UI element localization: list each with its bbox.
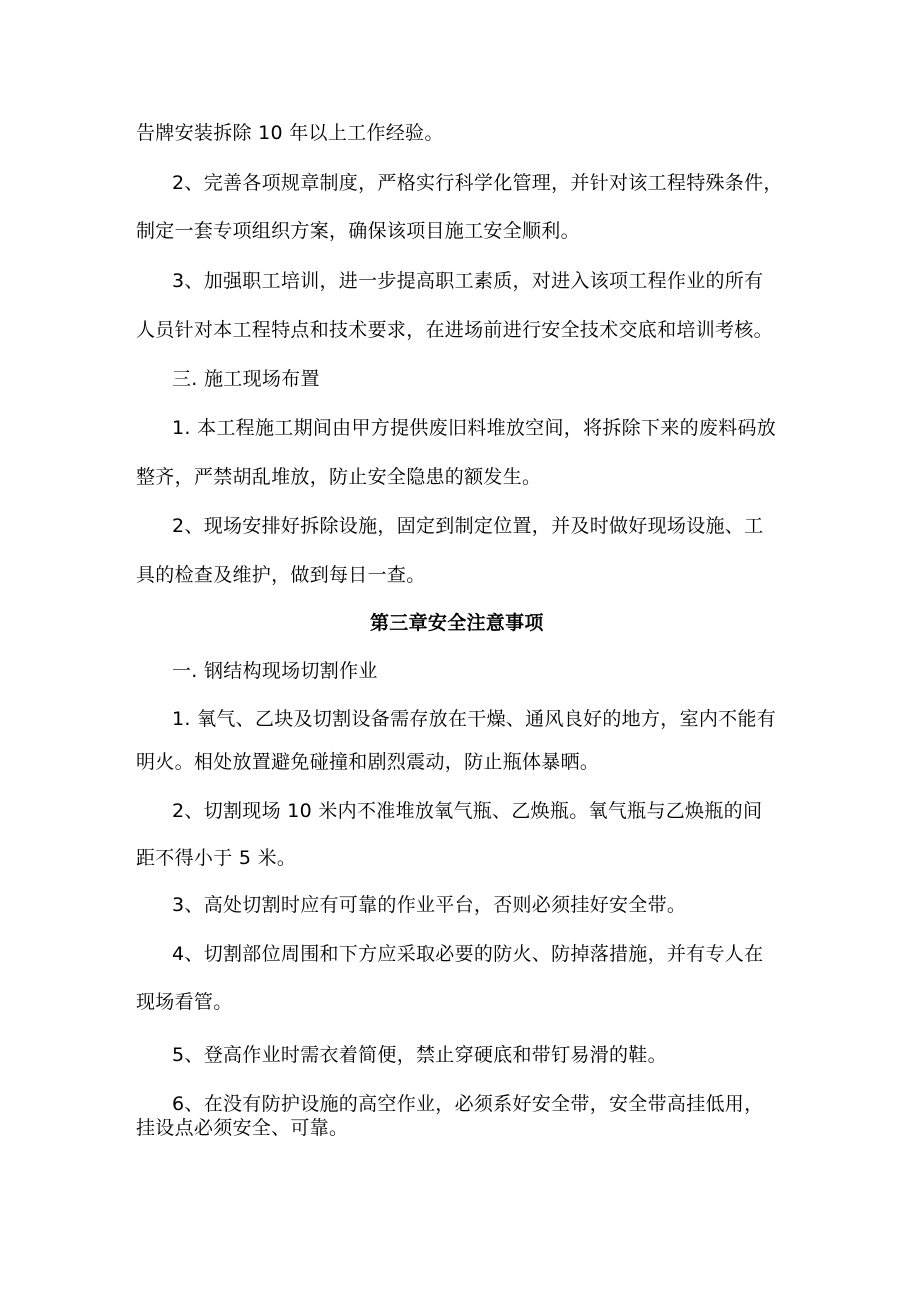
paragraph-line: 3、加强职工培训，进一步提高职工素质，对进入该项工程作业的所有 (172, 270, 764, 292)
paragraph-line: 制定一套专项组织方案，确保该项目施工安全顺利。 (136, 220, 580, 242)
paragraph-line: 2、现场安排好拆除设施，固定到制定位置，并及时做好现场设施、工 (172, 515, 764, 537)
paragraph-line: 1. 氧气、乙块及切割设备需存放在干燥、通风良好的地方，室内不能有 (172, 708, 777, 730)
paragraph-line: 挂设点必须安全、可靠。 (136, 1117, 349, 1139)
paragraph-line: 1. 本工程施工期间由甲方提供废旧料堆放空间，将拆除下来的废料码放 (172, 417, 777, 439)
paragraph-line: 整齐，严禁胡乱堆放，防止安全隐患的额发生。 (136, 466, 542, 488)
paragraph-line: 3、高处切割时应有可靠的作业平台，否则必须挂好安全带。 (172, 894, 687, 916)
paragraph-line: 2、完善各项规章制度，严格实行科学化管理，并针对该工程特殊条件， (172, 172, 783, 194)
paragraph-line: 现场看管。 (136, 991, 233, 1013)
paragraph-line: 告牌安装拆除 10 年以上工作经验。 (136, 122, 444, 144)
paragraph-line: 具的检查及维护，做到每日一查。 (136, 564, 426, 586)
section-heading: 三. 施工现场布置 (172, 368, 320, 390)
section-heading: 一. 钢结构现场切割作业 (172, 660, 378, 682)
paragraph-line: 5、登高作业时需衣着简便，禁止穿硬底和带钉易滑的鞋。 (172, 1044, 667, 1066)
paragraph-line: 明火。相处放置避免碰撞和剧烈震动，防止瓶体暴晒。 (136, 751, 600, 773)
chapter-title: 第三章安全注意事项 (370, 612, 544, 634)
paragraph-line: 4、切割部位周围和下方应采取必要的防火、防掉落措施，并有专人在 (172, 943, 764, 965)
paragraph-line: 6、在没有防护设施的高空作业，必须系好安全带，安全带高挂低用， (172, 1093, 764, 1115)
paragraph-line: 2、切割现场 10 米内不准堆放氧气瓶、乙焕瓶。氧气瓶与乙焕瓶的间 (172, 800, 763, 822)
paragraph-line: 距不得小于 5 米。 (136, 847, 297, 869)
paragraph-line: 人员针对本工程特点和技术要求，在进场前进行安全技术交底和培训考核。 (136, 319, 773, 341)
